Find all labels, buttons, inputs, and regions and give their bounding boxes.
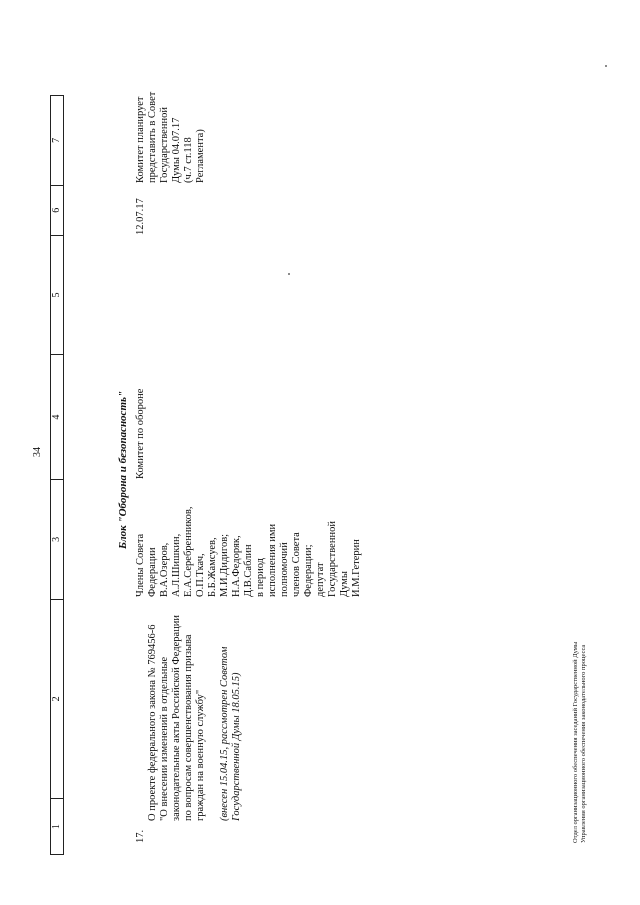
bill-title-cell: [135, 581, 255, 821]
page-number: 34: [32, 447, 43, 457]
block-title: Блок "Оборона и безопасность": [117, 390, 129, 549]
header-cell-2: 2: [51, 600, 63, 799]
initiators-cell: Члены Совета Федерации В.А.Озеров, А.Л.Шишкин, Е.А.Серебренников, О.П.Ткач, Б.Б.Жамсуев, М.И.Дидигов; Н.А.Федоряк, Д.В.Саблин в период исполнения ими полномочий членов Совета Федерации; депутат Государственной Думы И.М.Гетерин: [135, 506, 362, 597]
row-number: 17.: [135, 829, 146, 843]
scan-speck: [605, 65, 607, 67]
header-cell-1: 1: [51, 824, 62, 830]
header-cell-3: 3: [51, 480, 63, 600]
footer-note: Отдел организационного обеспечения заседаний Государственной Думы Управления организационного обеспечения законодательного процесса: [572, 641, 587, 843]
header-cell-7: 7: [51, 96, 63, 186]
scan-speck: [288, 273, 290, 275]
date-cell: 12.07.17: [135, 198, 146, 235]
bill-status: (внесен 15.04.15, рассмотрен Советом Государственной Думы 18.05.15): [219, 646, 242, 821]
header-cell-6: 6: [51, 186, 63, 236]
bill-title: О проекте федерального закона № 769456-6 "О внесении изменений в отдельные законодательные акты Российской Федерации по вопросам совершенствования призыва граждан на военную службу": [147, 614, 206, 821]
note-cell: Комитет планирует представить в Совет Государственной Думы 04.07.17 (ч.7 ст.118 Регламента): [135, 91, 206, 183]
header-cell-5: 5: [51, 236, 63, 356]
table-header-row: [50, 95, 64, 855]
committee-cell: Комитет по обороне: [135, 388, 146, 479]
header-cell-4: 4: [51, 355, 63, 480]
